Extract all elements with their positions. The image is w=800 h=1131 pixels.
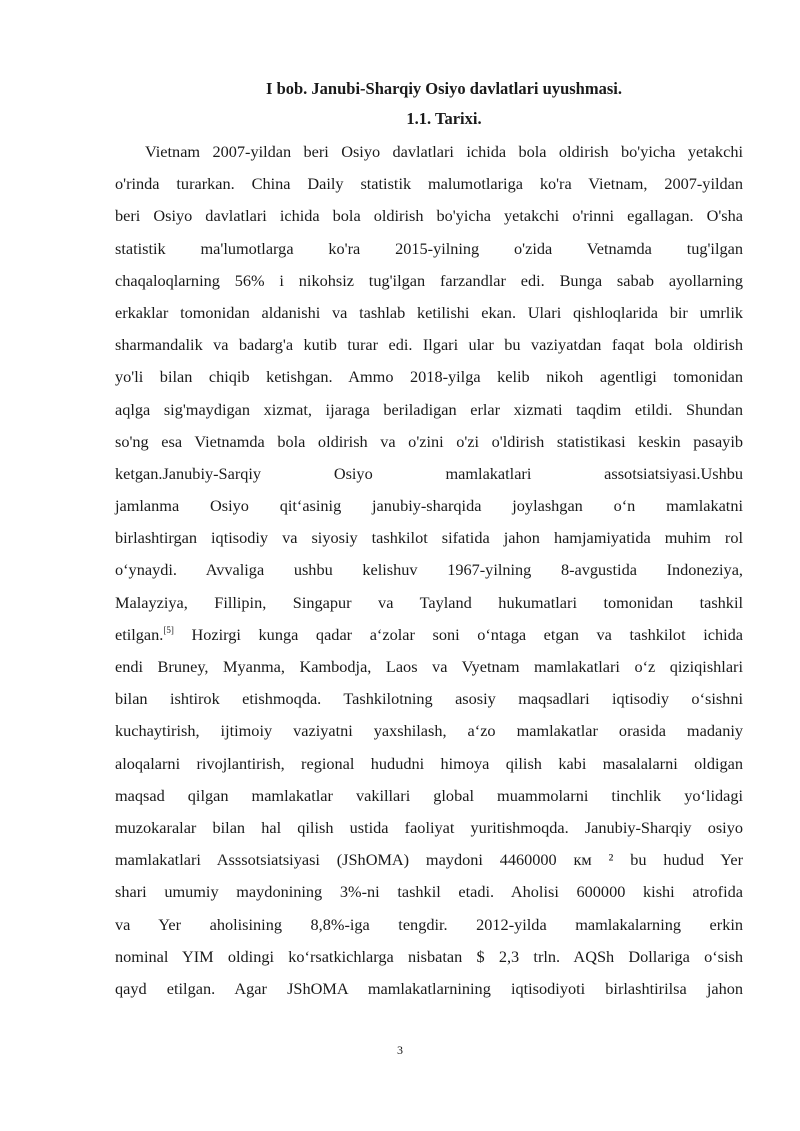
text-line: endi Bruney, Myanma, Kambodja, Laos va Vyetnam mamlakatlari o‘z qiziqishlari <box>115 657 743 676</box>
text-line: muzokaralar bilan hal qilish ustida faoliyat yuritishmoqda. Janubiy-Sharqiy osiyo <box>115 817 743 837</box>
text-line: Malayziya, Fillipin, Singapur va Tayland hukumatlari tomonidan tashkil <box>115 592 743 612</box>
text-line: so'ng esa Vietnamda bola oldirish va o'zini o'zi o'ldirish statistikasi keskin pasayib <box>115 431 743 451</box>
text-line: va Yer aholisining 8,8%-iga tengdir. 2012-yilda mamlakalarning erkin <box>115 914 743 934</box>
text-line: erkaklar tomonidan aldanishi va tashlab ketilishi ekan. Ulari qishloqlarida bir umrlik <box>115 302 743 322</box>
text-line: Vietnam 2007-yildan beri Osiyo davlatlari ichida bola oldirish bo'yicha yetakchi <box>145 142 743 161</box>
text-line: aqlga sig'maydigan xizmat, ijaraga beriladigan erlar xizmati taqdim etildi. Shundan <box>115 399 743 419</box>
text-line: qayd etilgan. Agar JShOMA mamlakatlarnining iqtisodiyoti birlashtirilsa jahon <box>115 978 743 998</box>
text-line: ketgan.Janubiy-Sarqiy Osiyo mamlakatlari assotsiatsiyasi.Ushbu <box>115 463 743 483</box>
text-line: statistik ma'lumotlarga ko'ra 2015-yilning o'zida Vetnamda tug'ilgan <box>115 238 743 258</box>
text-line: beri Osiyo davlatlari ichida bola oldirish bo'yicha yetakchi o'rinni egallagan. O'sha <box>115 206 743 226</box>
chapter-title: I bob. Janubi-Sharqiy Osiyo davlatlari uyushmasi. <box>266 79 622 98</box>
text-line: kuchaytirish, ijtimoiy vaziyatni yaxshilash, a‘zo mamlakatlar orasida madaniy <box>115 721 743 741</box>
text-line: o‘ynaydi. Avvaliga ushbu kelishuv 1967-yilning 8-avgustida Indoneziya, <box>115 560 743 580</box>
text-line: yo'li bilan chiqib ketishgan. Ammo 2018-yilga kelib nikoh agentligi tomonidan <box>115 367 743 387</box>
text-line: bilan ishtirok etishmoqda. Tashkilotning asosiy maqsadlari iqtisodiy o‘sishni <box>115 689 743 709</box>
text-line: jamlanma Osiyo qit‘asinig janubiy-sharqida joylashgan o‘n mamlakatni <box>115 496 743 516</box>
headings <box>115 74 743 134</box>
text-line-with-footnote <box>115 619 743 651</box>
text-line: maqsad qilgan mamlakatlar vakillari global muammolarni tinchlik yo‘lidagi <box>115 785 743 805</box>
text-line: mamlakatlari Asssotsiatsiyasi (JShOMA) maydoni 4460000 км ² bu hudud Yer <box>115 850 743 870</box>
body-text <box>115 136 743 1005</box>
text-line: aloqalarni rivojlantirish, regional hududni himoya qilish kabi masalalarni oldigan <box>115 753 743 773</box>
text-line: o'rinda turarkan. China Daily statistik malumotlariga ko'ra Vietnam, 2007-yildan <box>115 174 743 194</box>
text-line: chaqaloqlarning 56% i nikohsiz tug'ilgan farzandlar edi. Bunga sabab ayollarning <box>115 270 743 290</box>
page-number: 3 <box>397 1043 403 1057</box>
section-title: 1.1. Tarixi. <box>406 109 482 128</box>
footnote-reference[interactable]: [5] <box>163 624 174 635</box>
text-line: shari umumiy maydonining 3%-ni tashkil etadi. Aholisi 600000 kishi atrofida <box>115 882 743 902</box>
text-line: nominal YIM oldingi ko‘rsatkichlarga nisbatan $ 2,3 trln. AQSh Dollariga o‘sish <box>115 946 743 966</box>
text-line: sharmandalik va badarg'a kutib turar edi. Ilgari ular bu vaziyatdan faqat bola oldirish <box>115 335 743 355</box>
text-fragment: Hozirgi kunga qadar a‘zolar soni o‘ntaga etgan va tashkilot ichida <box>191 624 743 644</box>
text-line: birlashtirgan iqtisodiy va siyosiy tashkilot sifatida jahon hamjamiyatida muhim rol <box>115 528 743 548</box>
text-fragment: etilgan. <box>115 624 164 644</box>
